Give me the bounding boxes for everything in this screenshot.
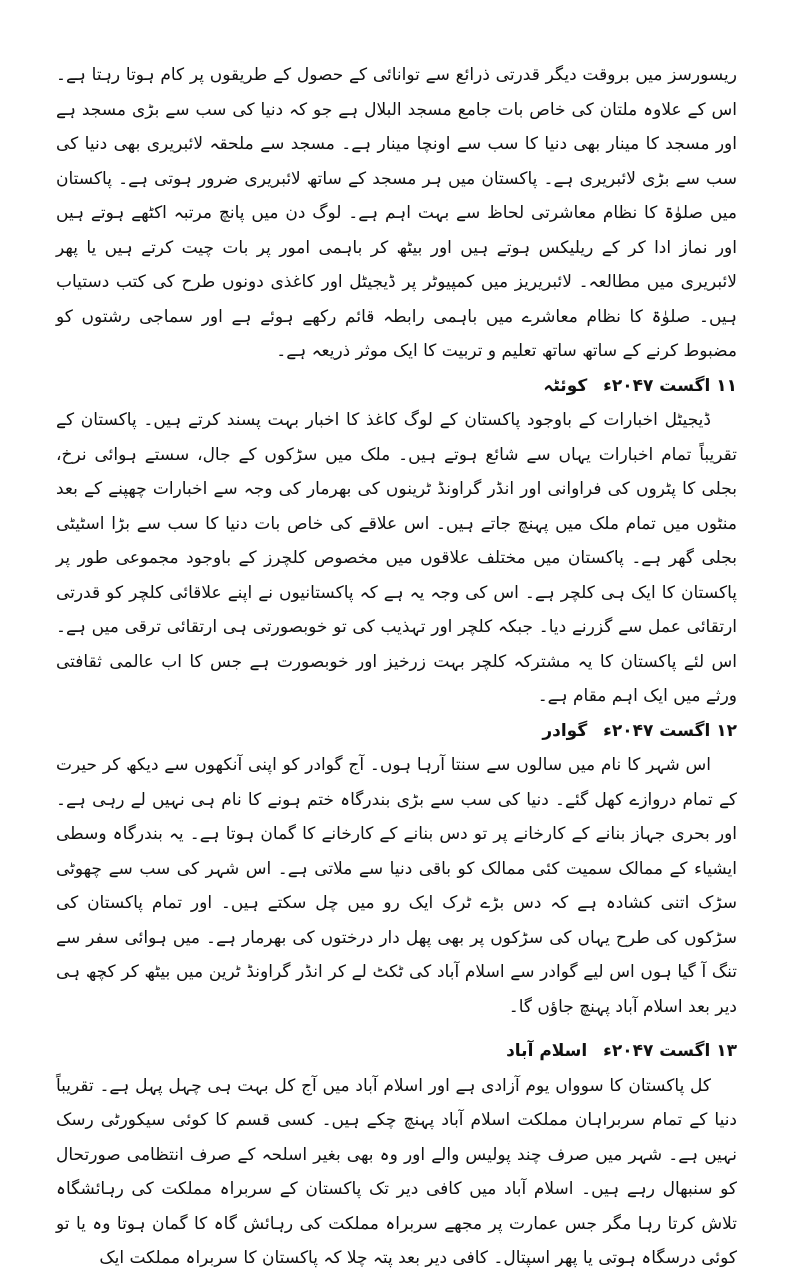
entry-date: ۱۳ اگست ۲۰۴۷ء (603, 1041, 737, 1061)
entry-city: اسلام آباد (506, 1041, 588, 1061)
paragraph-islamabad: کل پاکستان کا سوواں یوم آزادی ہے اور اسلام آباد میں آج کل بہت ہی چہل پہل ہے۔ تقریباً دنیا کے تمام سربراہان مملکت اسلام آباد پہنچ چکے ہیں۔ کسی قسم کا کوئی سیکورٹی رسک نہیں ہے۔ شہر میں صرف چند پولیس والے اور وہ بھی بغیر اسلحہ کے صرف انتظامی صورتحال کو سنبھال رہے ہیں۔ اسلام آباد میں کافی دیر تک پاکستان کے سربراہ مملکت کی رہائشگاہ تلاش کرتا رہا مگر جس عمارت پر مجھے سربراہ مملکت کی رہائش گاہ کا گمان ہوتا وہ یا تو کوئی درسگاہ ہوتی یا پھر اسپتال۔ کافی دیر بعد پتہ چلا کہ پاکستان کا سربراہ مملکت ایک (56, 1075, 737, 1268)
entry-heading-gwadar (56, 714, 737, 749)
paragraph-multan: ریسورسز میں بروقت دیگر قدرتی ذرائع سے توانائی کے حصول کے طریقوں پر کام ہوتا رہتا ہے۔ اس کے علاوہ ملتان کی خاص بات جامع مسجد البلال ہے جو کہ دنیا کی سب سے بڑی مسجد ہے اور مسجد کا مینار بھی دنیا کا سب سے اونچا مینار ہے۔ مسجد سے ملحقہ لائبریری بھی دنیا کی سب سے بڑی لائبریری ہے۔ پاکستان میں ہر مسجد کے ساتھ لائبریری ضرور ہوتی ہے۔ پاکستان میں صلوٰۃ کا نظام معاشرتی لحاظ سے بہت اہم ہے۔ لوگ دن میں پانچ مرتبہ اکٹھے ہوتے ہیں اور نماز ادا کر کے ریلیکس ہوتے ہیں اور بیٹھ کر باہمی امور پر بات چیت کرتے ہیں یا پھر لائبریری میں مطالعہ۔ لائبریریز میں کمپیوٹر پر ڈیجیٹل اور کاغذی دونوں طرح کی کتب دستیاب ہیں۔ صلوٰۃ کا نظام معاشرے میں باہمی رابطہ قائم رکھے ہوئے ہے اور سماجی رشتوں کو مضبوط کرنے کے ساتھ ساتھ تعلیم و تربیت کا ایک موثر ذریعہ ہے۔ (56, 65, 737, 361)
entry-city: کوئٹہ (543, 375, 588, 396)
section-gap (56, 1024, 737, 1034)
entry-date: ۱۱ اگست ۲۰۴۷ء (603, 375, 737, 396)
entry-heading-islamabad (56, 1034, 737, 1069)
entry-date: ۱۲ اگست ۲۰۴۷ء (603, 720, 737, 741)
entry-city: گوادر (542, 720, 588, 741)
paragraph-gwadar: اس شہر کا نام میں سالوں سے سنتا آرہا ہوں۔ آج گوادر کو اپنی آنکھوں سے دیکھ کر حیرت کے تمام دروازے کھل گئے۔ دنیا کی سب سے بڑی بندرگاہ ختم ہونے کا نام ہی نہیں لے رہی ہے۔ اور بحری جہاز بنانے کے کارخانے پر تو دس بنانے کے کارخانے کا گمان ہوتا ہے۔ یہ بندرگاہ وسطی ایشیاء کے ممالک سمیت کئی ممالک کو باقی دنیا سے ملاتی ہے۔ اس شہر کی سب سے چھوٹی سڑک اتنی کشادہ ہے کہ دس بڑے ٹرک ایک رو میں چل سکتے ہیں۔ اور تمام پاکستان کی سڑکوں کی طرح یہاں کی سڑکوں پر بھی پھل دار درختوں کی بھرمار ہے۔ میں ہوائی سفر سے تنگ آ گیا ہوں اس لیے گوادر سے اسلام آباد کی ٹکٹ لے کر انڈر گراونڈ ٹرین میں بیٹھ کر کچھ ہی دیر بعد اسلام آباد پہنچ جاؤں گا۔ (56, 755, 737, 1017)
paragraph-quetta: ڈیجیٹل اخبارات کے باوجود پاکستان کے لوگ کاغذ کا اخبار بہت پسند کرتے ہیں۔ پاکستان کے تقریباً تمام اخبارات یہاں سے شائع ہوتے ہیں۔ ملک میں سڑکوں کے جال، سستے ہوائی نرخ، بجلی کا پٹروں کی فراوانی اور انڈر گراونڈ ٹرینوں کی بھرمار کی وجہ سے اخبارات چھپنے کے بعد منٹوں میں تمام ملک میں پہنچ جاتے ہیں۔ اس علاقے کی خاص بات دنیا کا سب سے بڑا اسٹیٹی بجلی گھر ہے۔ پاکستان میں مختلف علاقوں میں مخصوص کلچرز کے باوجود مجموعی طور پر پاکستان کا ایک ہی کلچر ہے۔ اس کی وجہ یہ ہے کہ پاکستانیوں نے اپنے علاقائی کلچر کو قدرتی ارتقائی عمل سے گزرنے دیا۔ جبکہ کلچر اور تہذیب کی تو خوبصورتی ہی ارتقائی ترقی میں ہے۔ اس لئے پاکستان کا یہ مشترکہ کلچر بہت زرخیز اور خوبصورت ہے جس کا اب عالمی ثقافتی ورثے میں ایک اہم مقام ہے۔ (56, 410, 737, 706)
entry-heading-quetta (56, 369, 737, 404)
